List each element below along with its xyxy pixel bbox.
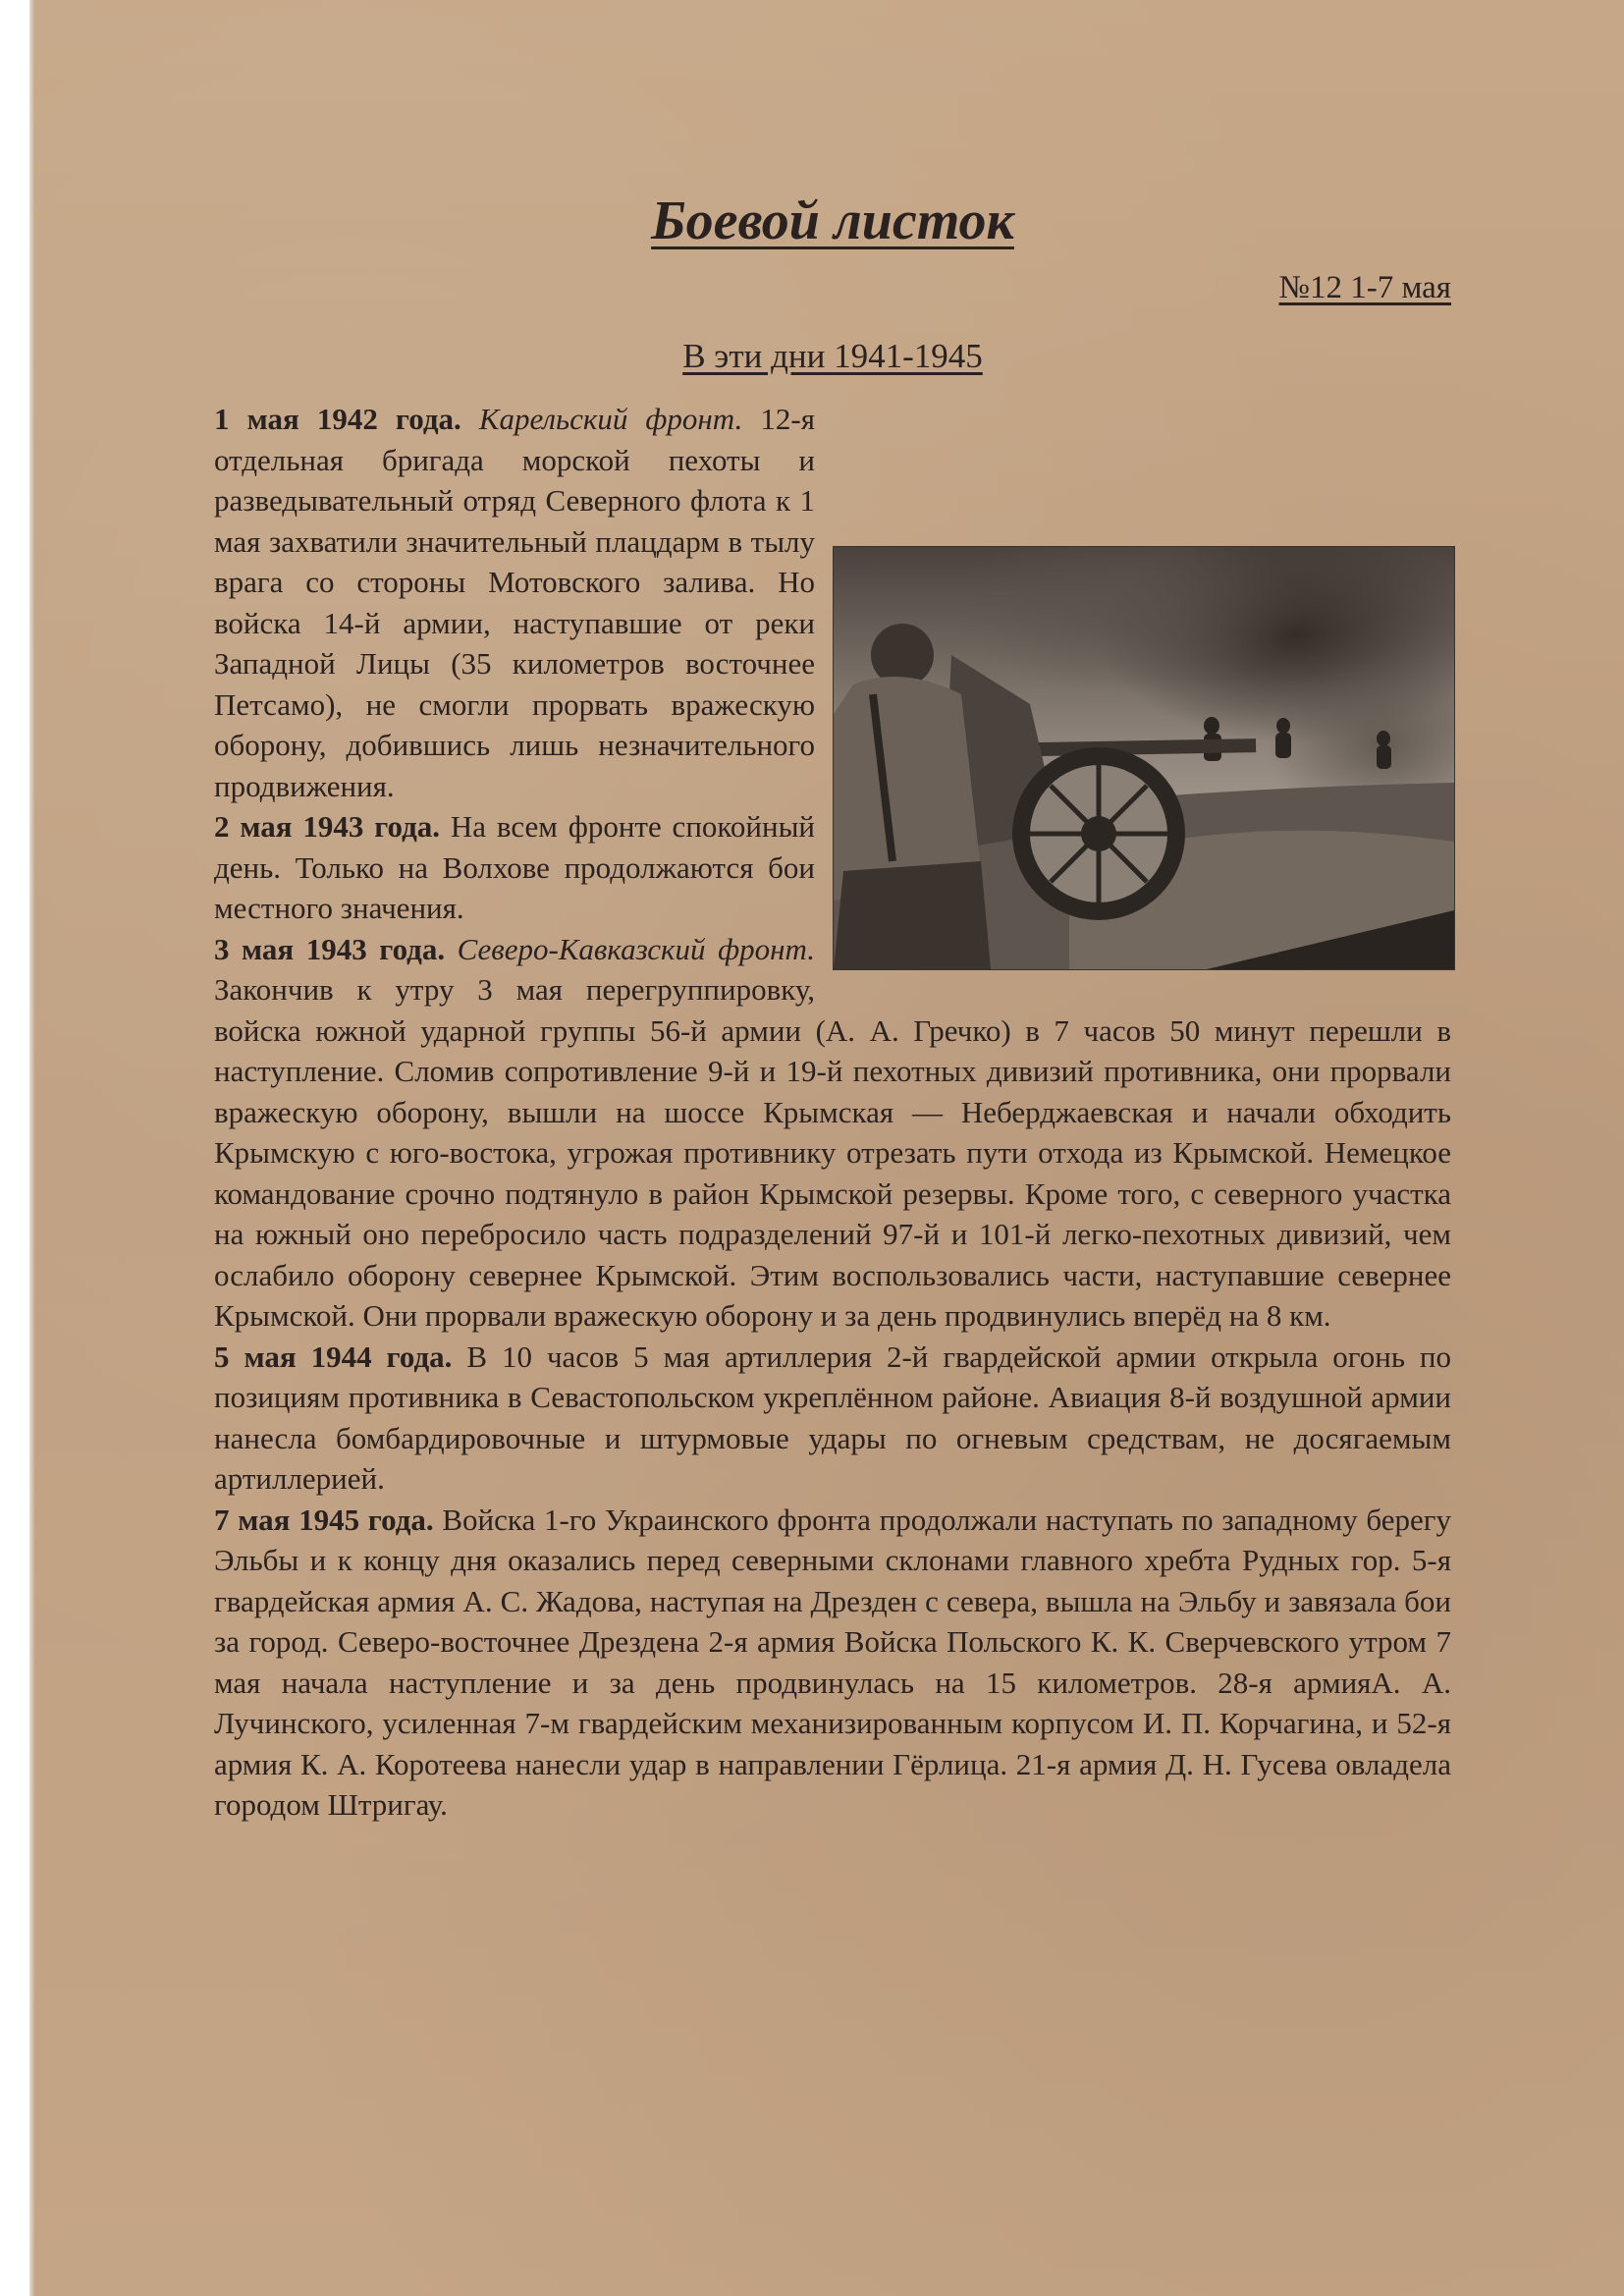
leaflet-title: Боевой листок: [651, 191, 1014, 251]
entry-text: В 10 часов 5 мая артиллерия 2-й гвардейской армии открыла огонь по позициям противника в Севастопольском укреплённом районе. Авиация 8-й воздушной армии нанесла бомбардировочные и штурмовые удары по огневым средствам, не досягаемым артиллерией.: [214, 1339, 1452, 1496]
entry-date: 5 мая 1944 года.: [214, 1339, 453, 1374]
entry-front: Карельский фронт.: [478, 402, 743, 436]
entry-date: 3 мая 1943 года.: [214, 931, 446, 966]
leaflet-subtitle: В эти дни 1941-1945: [682, 337, 983, 375]
entry-date: 1 мая 1942 года.: [214, 402, 461, 436]
leaflet-content: [214, 187, 1451, 1826]
entry-1943-05-03: [214, 929, 1451, 1337]
issue-number: №12 1-7 мая: [1278, 270, 1451, 305]
entry-date: 2 мая 1943 года.: [214, 809, 441, 844]
photo-illustration: [834, 547, 1454, 969]
entry-1945-05-07: [214, 1500, 1451, 1826]
torn-paper-edge: [29, 0, 35, 2296]
entry-text: Войска 1-го Украинского фронта продолжали наступать по западному берегу Эльбы и к концу дня оказались перед северными склонами главного хребта Рудных гор. 5-я гвардейская армия А. С. Жадова, наступая на Дрезден с севера, вышла на Эльбу и завязала бои за город. Северо-восточнее Дрездена 2-я армия Войска Польского К. К. Сверчевского утром 7 мая начала наступление и за день продвинулась на 15 километров. 28-я армияА. А. Лучинского, усиленная 7-м гвардейским механизированным корпусом И. П. Корчагина, и 52-я армия К. А. Коротеева нанесли удар в направлении Гёрлица. 21-я армия Д. Н. Гусева овладела городом Штригау.: [214, 1502, 1451, 1822]
entry-text: 12-я отдельная бригада морской пехоты и разведывательный отряд Северного флота к 1 мая захватили значительный плацдарм в тылу врага со стороны Мотовского залива. Но войска 14-й армии, наступавшие от реки Западной Лицы (35 километров восточнее Петсамо), не смогли прорвать вражескую оборону, добившись лишь незначительного продвижения.: [214, 402, 816, 803]
entry-1944-05-05: [214, 1337, 1451, 1500]
soldiers-artillery-gun-photo: [833, 546, 1455, 970]
entry-text: Закончив к утру 3 мая перегруппировку, войска южной ударной группы 56-й армии (А. А. Гречко) в 7 часов 50 минут перешли в наступление. Сломив сопротивление 9-й и 19-й пехотных дивизий противника, они прорвали вражескую оборону, вышли на шоссе Крымская — Неберджаевская и начали обходить Крымскую с юго-востока, угрожая противнику отрезать пути отхода из Крымской. Немецкое командование срочно подтянуло в район Крымской резервы. Кроме того, с северного участка на южный оно перебросило часть подразделений 97-й и 101-й легко-пехотных дивизий, чем ослабило оборону севернее Крымской. Этим воспользовались части, наступавшие севернее Крымской. Они прорвали вражескую оборону и за день продвинулись вперёд на 8 км.: [214, 972, 1451, 1333]
entry-front: Северо-Кавказский фронт.: [457, 931, 815, 966]
entry-text: На всем фронте спокойный день. Только на Волхове продолжаются бои местного значения.: [214, 809, 815, 925]
entry-date: 7 мая 1945 года.: [214, 1502, 434, 1537]
